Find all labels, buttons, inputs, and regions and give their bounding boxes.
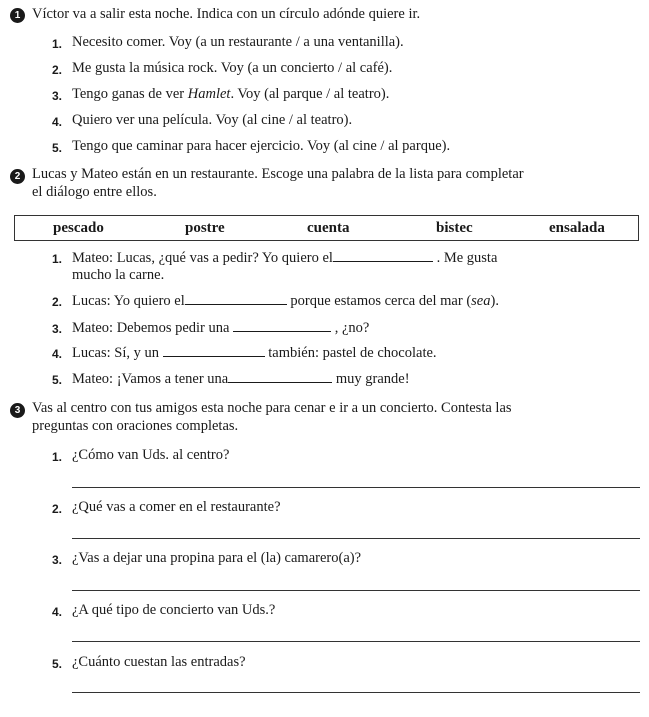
word-bank-item: cuenta [307,220,350,236]
word-bank-item: bistec [436,220,473,236]
section-2-badge: 2 [10,169,25,184]
item-number: 1. [52,450,63,464]
item-number: 2. [52,63,63,77]
word-bank-item: pescado [53,220,104,236]
s1-item-3-pre: Tengo ganas de ver [72,86,188,102]
answer-blank[interactable] [163,344,265,357]
s2-item-4 [72,344,437,362]
answer-line[interactable] [72,538,640,539]
item-number: 3. [52,322,63,336]
item-number: 1. [52,37,63,51]
s2-item-2-post: porque estamos cerca del mar ( [286,293,472,309]
word-bank-item: ensalada [549,220,605,236]
s3-question-5: ¿Cuánto cuestan las entradas? [72,654,246,670]
s2-item-4-pre: Lucas: Sí, y un [72,345,163,361]
item-number: 4. [52,605,63,619]
item-number: 1. [52,252,63,266]
word-bank-item: postre [185,220,225,236]
s2-item-4-post: también: pastel de chocolate. [264,345,437,361]
item-number: 3. [52,553,63,567]
item-number: 4. [52,347,63,361]
s2-item-3 [72,319,369,337]
item-number: 3. [52,89,63,103]
s1-item-4: Quiero ver una película. Voy (al cine / al teatro). [72,112,353,128]
section-2-instruction-2: el diálogo entre ellos. [32,184,157,200]
s2-item-1-pre: Mateo: Lucas, ¿qué vas a pedir? Yo quiero el [72,250,333,266]
section-3-instruction-1: Vas al centro con tus amigos esta noche para cenar e ir a un concierto. Contesta las [32,400,512,416]
answer-line[interactable] [72,641,640,642]
item-number: 5. [52,657,63,671]
answer-blank[interactable] [233,319,331,332]
s2-item-1-line2: mucho la carne. [72,267,165,283]
answer-line[interactable] [72,692,640,693]
s3-question-3: ¿Vas a dejar una propina para el (la) camarero(a)? [72,550,362,566]
s2-item-2 [72,292,499,310]
s2-item-2-pre: Lucas: Yo quiero el [72,293,185,309]
item-number: 4. [52,115,63,129]
answer-blank[interactable] [185,292,287,305]
s1-item-3-post: . Voy (al parque / al teatro). [230,86,390,102]
word-bank [14,215,639,241]
s1-item-3 [72,86,389,103]
section-1-instruction: Víctor va a salir esta noche. Indica con un círculo adónde quiere ir. [32,6,421,22]
item-number: 5. [52,373,63,387]
s3-question-2: ¿Qué vas a comer en el restaurante? [72,499,281,515]
s1-item-5: Tengo que caminar para hacer ejercicio. Voy (al cine / al parque). [72,138,451,154]
answer-line[interactable] [72,487,640,488]
item-number: 5. [52,141,63,155]
answer-blank[interactable] [333,249,433,262]
answer-blank[interactable] [228,370,332,383]
s2-item-2-end: ). [490,293,499,309]
s2-item-1 [72,249,497,267]
s2-item-3-pre: Mateo: Debemos pedir una [72,320,234,336]
s2-item-5 [72,370,410,388]
s2-item-5-pre: Mateo: ¡Vamos a tener una [72,371,229,387]
section-1-badge: 1 [10,8,25,23]
item-number: 2. [52,502,63,516]
s2-item-3-post: , ¿no? [331,320,370,336]
s1-item-1: Necesito comer. Voy (a un restaurante / a una ventanilla). [72,34,404,50]
section-3-instruction-2: preguntas con oraciones completas. [32,418,239,434]
answer-line[interactable] [72,590,640,591]
s2-item-1-post: . Me gusta [432,250,498,266]
s3-question-1: ¿Cómo van Uds. al centro? [72,447,230,463]
s2-item-2-italic: sea [471,293,491,309]
s3-question-4: ¿A qué tipo de concierto van Uds.? [72,602,276,618]
s1-item-2: Me gusta la música rock. Voy (a un concierto / al café). [72,60,393,76]
section-2-instruction-1: Lucas y Mateo están en un restaurante. Escoge una palabra de la lista para completar [32,166,524,182]
s1-item-3-title: Hamlet [187,86,231,102]
s2-item-5-post: muy grande! [332,371,410,387]
item-number: 2. [52,295,63,309]
section-3-badge: 3 [10,403,25,418]
